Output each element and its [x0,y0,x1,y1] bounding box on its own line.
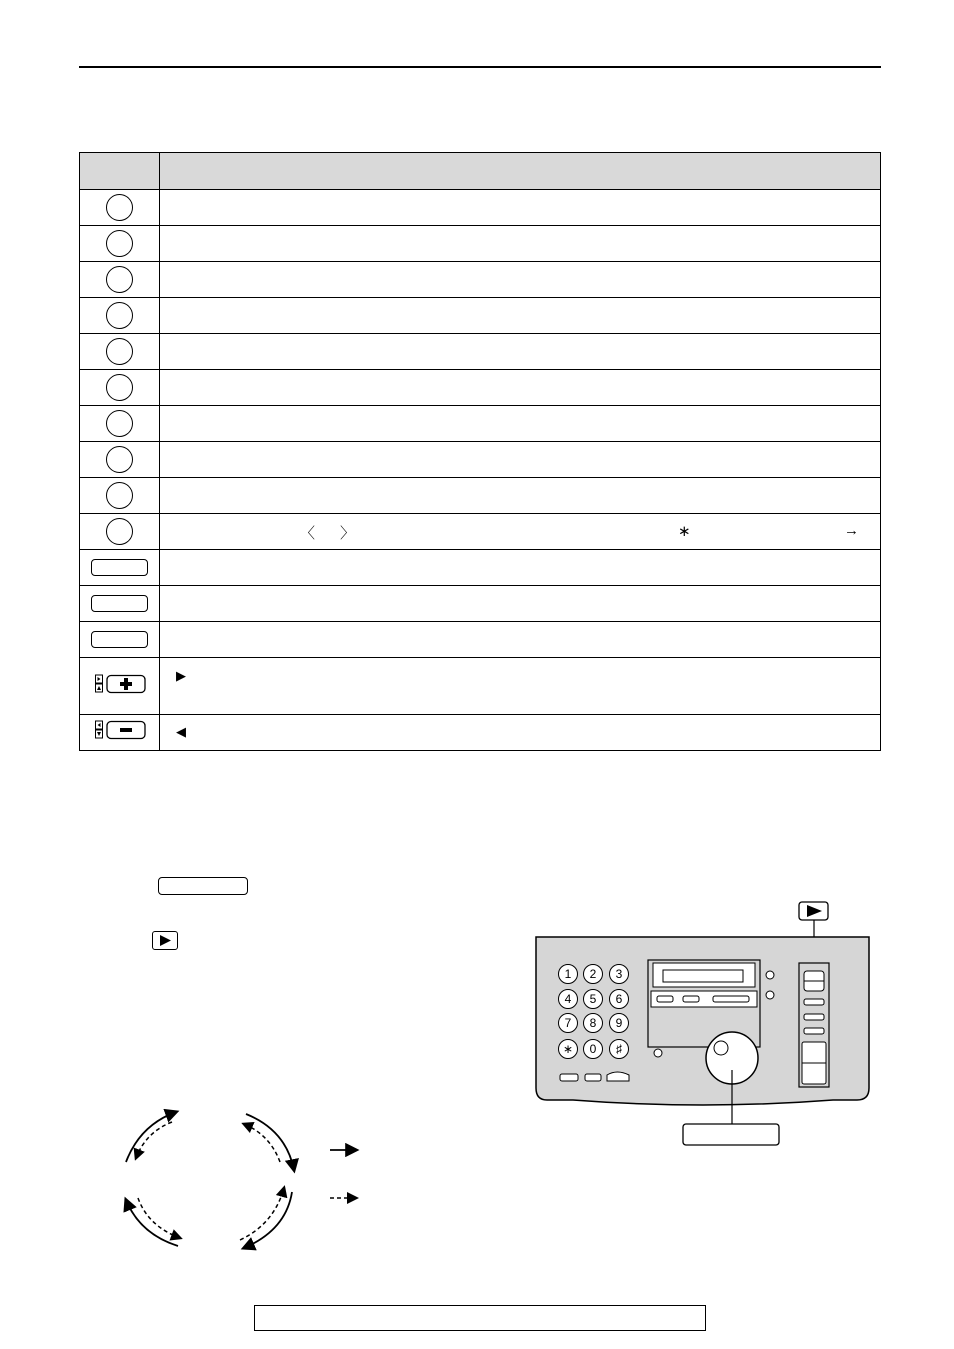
dial-callout-key [683,1124,779,1145]
table-row [80,406,881,442]
dashed-arrow [136,1122,172,1158]
table-row [80,514,881,550]
solid-arrow [126,1200,178,1246]
key-circle-icon [106,374,133,401]
angle-right-glyph: 〉 [340,525,356,542]
keypad-key: 4 [564,992,572,1006]
table-row [80,622,881,658]
table-row [80,715,881,751]
key-rect-icon [91,559,148,576]
row-description [160,586,881,622]
keypad-key: ♯ [616,1042,622,1056]
key-circle-icon [106,230,133,257]
cycle-diagram [110,1100,370,1270]
table-row [80,550,881,586]
key-circle-icon [106,302,133,329]
key-circle-icon [106,194,133,221]
dashed-arrow [244,1124,280,1162]
keypad-key: 6 [615,992,623,1006]
table-row [80,190,881,226]
table-header [80,153,881,190]
page-footer-box [254,1305,706,1331]
row-description [160,370,881,406]
keypad-key: 8 [589,1016,597,1030]
table-row [80,586,881,622]
keypad-key: 9 [615,1016,623,1030]
dashed-arrow [138,1198,180,1238]
play-key-icon [152,931,178,950]
top-rule [79,66,881,68]
row-description [160,550,881,586]
header-key [80,153,160,190]
table-row [80,298,881,334]
key-circle-icon [106,410,133,437]
minus-key-icon [95,720,145,740]
keypad-key: 1 [564,967,572,981]
solid-arrow [246,1114,294,1170]
dashed-arrow [240,1188,284,1240]
row-description [160,226,881,262]
row-description [160,478,881,514]
key-table [79,152,881,751]
row-description [160,622,881,658]
row-description [160,334,881,370]
back-glyph: ◀ [176,724,186,739]
key-circle-icon [106,446,133,473]
solid-arrow [244,1192,292,1248]
row-description [160,406,881,442]
table-row [80,262,881,298]
row-description [160,262,881,298]
row-description [160,442,881,478]
key-rect-icon [91,631,148,648]
solid-arrow [126,1112,176,1162]
keypad-key: 3 [615,967,623,981]
keypad-key: 7 [564,1016,572,1030]
keypad-key: ∗ [562,1042,574,1056]
menu-key-icon [158,877,248,895]
table-row [80,442,881,478]
key-circle-icon [106,338,133,365]
angle-left-glyph: 〈 [300,525,316,542]
table-row [80,478,881,514]
key-circle-icon [106,266,133,293]
plus-key-icon [95,674,145,694]
row-description [160,190,881,226]
table-row [80,658,881,715]
asterisk-glyph: ∗ [678,523,691,540]
key-rect-icon [91,595,148,612]
play-glyph: ▶ [176,668,186,683]
table-row [80,370,881,406]
row-description [160,658,881,715]
keypad-key: 2 [589,967,597,981]
keypad-key: 0 [589,1042,597,1056]
row-description [160,298,881,334]
table-row [80,226,881,262]
key-circle-icon [106,518,133,545]
key-circle-icon [106,482,133,509]
keypad-key: 5 [589,992,597,1006]
arrow-right-glyph: → [844,522,859,539]
row-description [160,514,881,550]
header-function [160,153,881,190]
row-description [160,715,881,751]
device-illustration [533,900,873,1150]
table-row [80,334,881,370]
